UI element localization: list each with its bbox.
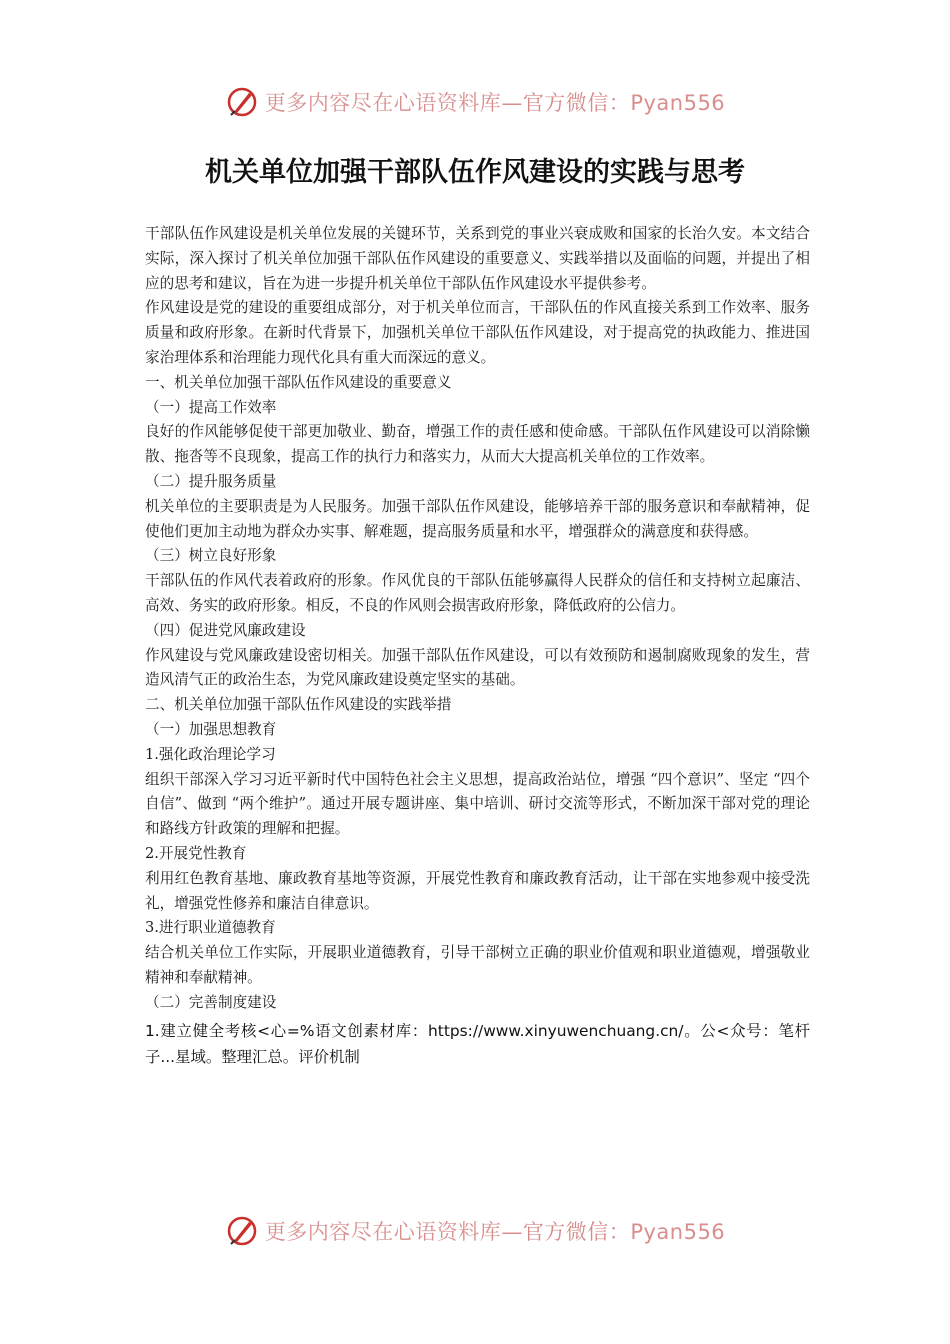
quill-logo-icon	[225, 1214, 259, 1248]
document-body	[145, 222, 810, 1070]
paragraph: 良好的作风能够促使干部更加敬业、勤奋，增强工作的责任感和使命感。干部队伍作风建设可以消除懒散、拖沓等不良现象，提高工作的执行力和落实力，从而大大提高机关单位的工作效率。	[145, 423, 810, 466]
item-heading: 1.强化政治理论学习	[145, 745, 276, 763]
paragraph: 作风建设是党的建设的重要组成部分，对于机关单位而言，干部队伍的作风直接关系到工作效率、服务质量和政府形象。在新时代背景下，加强机关单位干部队伍作风建设，对于提高党的执政能力、推进国家治理体系和治理能力现代化具有重大而深远的意义。	[145, 299, 810, 366]
subsection-heading: （二）完善制度建设	[145, 993, 277, 1011]
paragraph: 组织干部深入学习习近平新时代中国特色社会主义思想，提高政治站位，增强 “四个意识”、坚定 “四个自信”、做到 “两个维护”。通过开展专题讲座、集中培训、研讨交流等形式，不断加深干部对党的理论和路线方针政策的理解和把握。	[145, 770, 810, 838]
subsection-heading: （二）提升服务质量	[145, 472, 277, 490]
subsection-heading: （四）促进党风廉政建设	[145, 621, 306, 639]
paragraph: 干部队伍作风建设是机关单位发展的关键环节，关系到党的事业兴衰成败和国家的长治久安。本文结合实际，深入探讨了机关单位加强干部队伍作风建设的重要意义、实践举措以及面临的问题，并提出了相应的思考和建议，旨在为进一步提升机关单位干部队伍作风建设水平提供参考。	[145, 225, 810, 292]
subsection-heading: （三）树立良好形象	[145, 547, 277, 565]
item-heading: 2.开展党性教育	[145, 844, 247, 862]
quill-logo-icon	[225, 85, 259, 119]
banner-text: 更多内容尽在心语资料库—官方微信：Pyan556	[264, 1220, 726, 1244]
paragraph: 干部队伍的作风代表着政府的形象。作风优良的干部队伍能够赢得人民群众的信任和支持树立起廉洁、高效、务实的政府形象。相反，不良的作风则会损害政府形象，降低政府的公信力。	[145, 572, 810, 614]
item-heading-watermarked: 1.建立健全考核<心=%语文创素材库：https://www.xinyuwenchuang.cn/。公<众号：笔杆子...星域。整理汇总。评价机制	[145, 1021, 810, 1066]
paragraph: 机关单位的主要职责是为人民服务。加强干部队伍作风建设，能够培养干部的服务意识和奉献精神，促使他们更加主动地为群众办实事、解难题，提高服务质量和水平，增强群众的满意度和获得感。	[145, 497, 810, 540]
section-heading: 二、机关单位加强干部队伍作风建设的实践举措	[145, 696, 452, 714]
paragraph: 结合机关单位工作实际，开展职业道德教育，引导干部树立正确的职业价值观和职业道德观，增强敬业精神和奉献精神。	[145, 944, 810, 986]
paragraph: 作风建设与党风廉政建设密切相关。加强干部队伍作风建设，可以有效预防和遏制腐败现象的发生，营造风清气正的政治生态，为党风廉政建设奠定坚实的基础。	[145, 646, 810, 689]
footer-banner	[0, 1211, 950, 1251]
banner-text: 更多内容尽在心语资料库—官方微信：Pyan556	[264, 91, 726, 115]
header-banner	[0, 82, 950, 122]
item-heading: 3.进行职业道德教育	[145, 919, 276, 937]
section-heading: 一、机关单位加强干部队伍作风建设的重要意义	[145, 373, 452, 391]
paragraph: 利用红色教育基地、廉政教育基地等资源，开展党性教育和廉政教育活动，让干部在实地参观中接受洗礼，增强党性修养和廉洁自律意识。	[145, 869, 810, 912]
subsection-heading: （一）提高工作效率	[145, 398, 277, 416]
document-title: 机关单位加强干部队伍作风建设的实践与思考	[205, 157, 745, 188]
subsection-heading: （一）加强思想教育	[145, 720, 277, 738]
